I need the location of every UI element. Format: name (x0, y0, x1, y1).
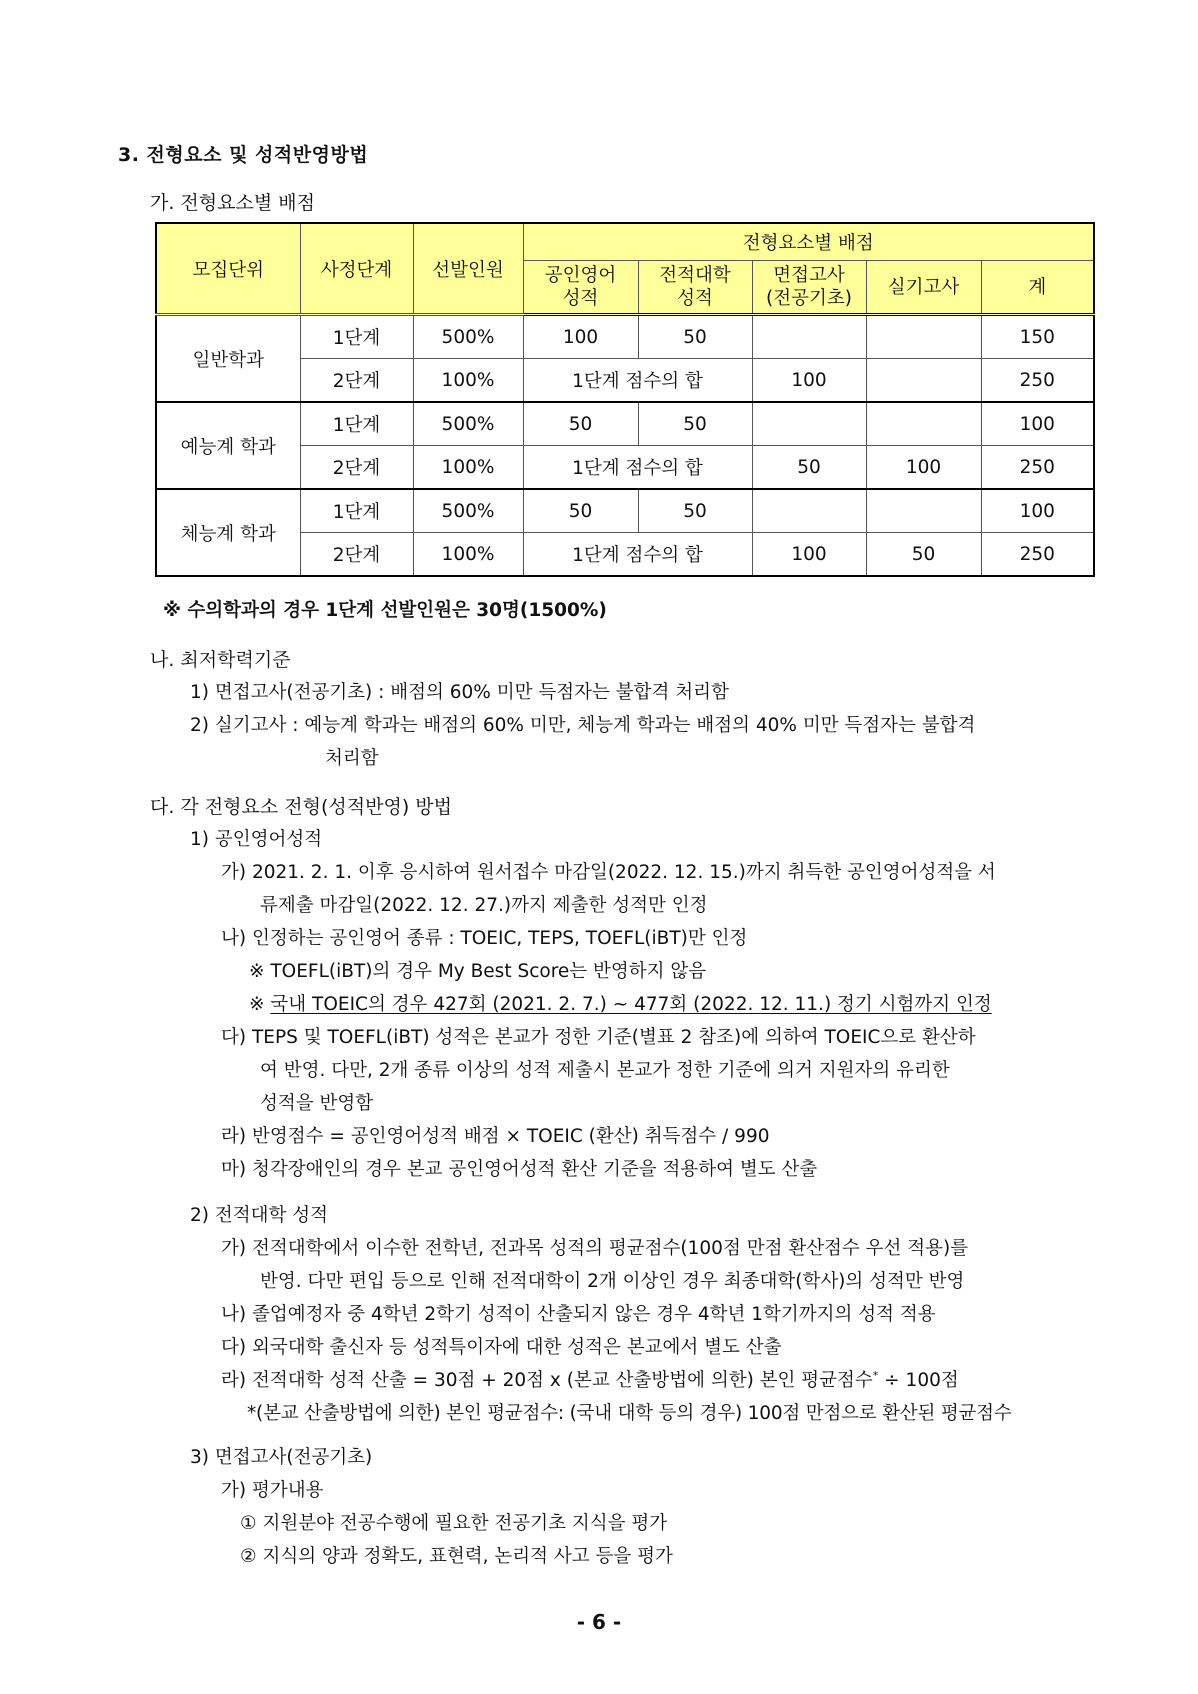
cell-quota: 500% (413, 315, 523, 359)
table-row (156, 402, 1094, 446)
method-1-title: 1) 공인영어성적 (190, 829, 323, 850)
cell-interview (752, 402, 866, 446)
header-interview: 면접고사 (전공기초) (752, 261, 866, 315)
cell-english: 100 (523, 315, 638, 359)
cell-total: 250 (981, 359, 1094, 403)
method-1-da-cont-1: 여 반영. 다만, 2개 종류 이상의 성적 제출시 본교가 정한 기준에 의거 지원자의 유리한 (260, 1060, 950, 1081)
header-unit: 모집단위 (156, 223, 300, 315)
table-note: ※ 수의학과의 경우 1단계 선발인원은 30명(1500%) (163, 600, 607, 621)
cell-practical (866, 359, 981, 403)
cell-practical: 100 (866, 446, 981, 490)
cell-interview (752, 489, 866, 533)
cell-total: 100 (981, 489, 1094, 533)
cell-quota: 100% (413, 446, 523, 490)
min-standard-item-1: 1) 면접고사(전공기초) : 배점의 60% 미만 득점자는 불합격 처리함 (190, 682, 729, 703)
cell-quota: 500% (413, 402, 523, 446)
method-1-da-cont-2: 성적을 반영함 (260, 1093, 374, 1114)
cell-practical (866, 315, 981, 359)
cell-practical (866, 402, 981, 446)
min-standard-item-2: 2) 실기고사 : 예능계 학과는 배점의 60% 미만, 체능계 학과는 배점의 40% 미만 득점자는 불합격 (190, 715, 976, 736)
cell-stage: 1단계 (300, 402, 413, 446)
cell-unit: 일반학과 (156, 315, 300, 403)
method-3-title: 3) 면접고사(전공기초) (190, 1447, 373, 1468)
cell-sum: 1단계 점수의 합 (523, 446, 752, 490)
method-1-ma: 마) 청각장애인의 경우 본교 공인영어성적 환산 기준을 적용하여 별도 산출 (221, 1159, 818, 1180)
method-3-circle-2: ② 지식의 양과 정확도, 표현력, 논리적 사고 등을 평가 (240, 1546, 673, 1567)
table-row (156, 315, 1094, 359)
header-english: 공인영어 성적 (523, 261, 638, 315)
method-2-ga-cont: 반영. 다만 편입 등으로 인해 전적대학이 2개 이상인 경우 최종대학(학사)의 성적만 반영 (260, 1271, 965, 1292)
table-header-row (156, 223, 1094, 261)
cell-unit: 예능계 학과 (156, 402, 300, 489)
header-score-group: 전형요소별 배점 (523, 223, 1094, 261)
subsection-title-a: 가. 전형요소별 배점 (150, 192, 315, 214)
cell-prev-college: 50 (638, 489, 752, 533)
method-3-ga: 가) 평가내용 (221, 1480, 324, 1501)
subsection-title-b: 나. 최저학력기준 (150, 649, 291, 671)
score-table (155, 222, 1095, 577)
method-1-na-note-1: ※ TOEFL(iBT)의 경우 My Best Score는 반영하지 않음 (249, 961, 707, 982)
method-2-ra-note: *(본교 산출방법에 의한) 본인 평균점수: (국내 대학 등의 경우) 100점 만점으로 환산된 평균점수 (247, 1403, 1012, 1424)
cell-stage: 2단계 (300, 446, 413, 490)
cell-unit: 체능계 학과 (156, 489, 300, 576)
method-1-na-note-2: ※ 국내 TOEIC의 경우 427회 (2021. 2. 7.) ~ 477회 (2022. 12. 11.) 정기 시험까지 인정 (249, 994, 992, 1015)
cell-total: 250 (981, 533, 1094, 577)
cell-practical: 50 (866, 533, 981, 577)
cell-quota: 100% (413, 533, 523, 577)
header-practical: 실기고사 (866, 261, 981, 315)
cell-stage: 2단계 (300, 533, 413, 577)
method-2-na: 나) 졸업예정자 중 4학년 2학기 성적이 산출되지 않은 경우 4학년 1학기까지의 성적 적용 (221, 1304, 936, 1325)
cell-english: 50 (523, 489, 638, 533)
cell-interview: 50 (752, 446, 866, 490)
cell-stage: 1단계 (300, 489, 413, 533)
subsection-title-c: 다. 각 전형요소 전형(성적반영) 방법 (150, 796, 452, 818)
cell-english: 50 (523, 402, 638, 446)
method-1-ga-cont: 류제출 마감일(2022. 12. 27.)까지 제출한 성적만 인정 (260, 895, 708, 916)
method-1-da: 다) TEPS 및 TOEFL(iBT) 성적은 본교가 정한 기준(별표 2 참조)에 의하여 TOEIC으로 환산하 (221, 1027, 976, 1048)
method-1-ra: 라) 반영점수 = 공인영어성적 배점 × TOEIC (환산) 취득점수 / 990 (221, 1126, 770, 1147)
cell-total: 150 (981, 315, 1094, 359)
method-2-ra: 라) 전적대학 성적 산출 = 30점 + 20점 x (본교 산출방법에 의한) 본인 평균점수* ÷ 100점 (221, 1368, 959, 1391)
cell-quota: 100% (413, 359, 523, 403)
method-3-circle-1: ① 지원분야 전공수행에 필요한 전공기초 지식을 평가 (240, 1513, 668, 1534)
page-number: - 6 - (576, 1610, 622, 1634)
cell-sum: 1단계 점수의 합 (523, 533, 752, 577)
min-standard-item-2-cont: 처리함 (325, 748, 379, 769)
header-total: 계 (981, 261, 1094, 315)
cell-practical (866, 489, 981, 533)
cell-stage: 1단계 (300, 315, 413, 359)
table-row (156, 489, 1094, 533)
method-1-na: 나) 인정하는 공인영어 종류 : TOEIC, TEPS, TOEFL(iBT)만 인정 (221, 928, 748, 949)
method-1-ga: 가) 2021. 2. 1. 이후 응시하여 원서접수 마감일(2022. 12. 15.)까지 취득한 공인영어성적을 서 (221, 862, 996, 883)
cell-stage: 2단계 (300, 359, 413, 403)
cell-prev-college: 50 (638, 315, 752, 359)
cell-interview (752, 315, 866, 359)
cell-interview: 100 (752, 359, 866, 403)
method-2-title: 2) 전적대학 성적 (190, 1205, 328, 1226)
section-title: 3. 전형요소 및 성적반영방법 (118, 144, 369, 166)
cell-total: 100 (981, 402, 1094, 446)
cell-quota: 500% (413, 489, 523, 533)
method-2-da: 다) 외국대학 출신자 등 성적특이자에 대한 성적은 본교에서 별도 산출 (221, 1337, 782, 1358)
cell-prev-college: 50 (638, 402, 752, 446)
header-stage: 사정단계 (300, 223, 413, 315)
cell-total: 250 (981, 446, 1094, 490)
method-2-ga: 가) 전적대학에서 이수한 전학년, 전과목 성적의 평균점수(100점 만점 환산점수 우선 적용)를 (221, 1238, 969, 1259)
header-quota: 선발인원 (413, 223, 523, 315)
header-prev-college: 전적대학 성적 (638, 261, 752, 315)
cell-interview: 100 (752, 533, 866, 577)
cell-sum: 1단계 점수의 합 (523, 359, 752, 403)
